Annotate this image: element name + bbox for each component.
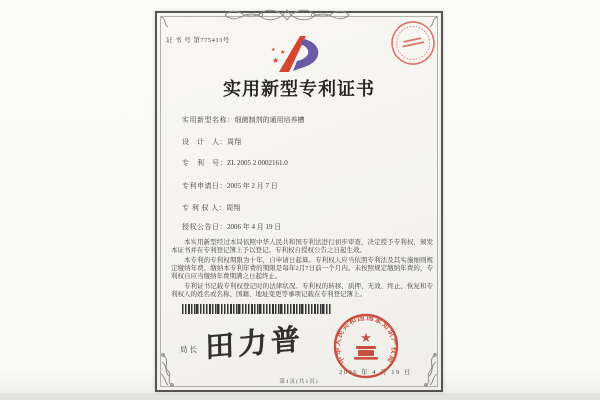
field-patent-number [182,158,288,168]
svg-text:★: ★ [281,66,286,71]
field-value: 2006 年 4 月 19 日 [227,223,282,231]
top-left-corner-ornament [159,15,171,29]
field-grant-date [182,222,281,232]
svg-text:★: ★ [271,48,276,53]
body-paragraph-3: 专利证书记载专利权登记时的法律状况。专利权的转移、质押、无效、终止、恢复和专利权人的姓名或名称、国籍、地址变更等事项记载在专利登记簿上。 [171,283,433,298]
field-label: 专利申请日： [182,182,227,190]
field-label: 专 利 权 人： [182,204,227,212]
seal-emblem-icon [354,346,378,360]
body-paragraph-1: 本实用新型经过本局依照中华人民共和国专利法进行初步审查，决定授予专利权，颁发本证书并在专利登记簿上予以登记。专利权自授权公告之日起生效。 [171,239,433,254]
legal-body-text [171,239,433,301]
field-value: 细菌制剂的通用培养槽 [234,116,305,124]
body-paragraph-2: 本专利的专利权期限为十年，自申请日起算。专利权人应当依照专利法及其实施细则规定缴纳年费。缴纳本专利年费的期限是每年2月7日前一个月内。未按照规定缴纳年费的，专利权自应当缴纳年费期满之日起终止。 [171,257,433,280]
page-number-note: 第1页(共1页) [279,379,319,385]
field-designer [182,137,241,147]
field-utility-model-name [182,115,305,125]
field-filing-date [182,181,278,191]
field-label: 授权公告日： [182,223,227,231]
director-label: 局长 [180,345,199,354]
agency-round-seal-icon [385,15,442,72]
field-label: 设 计 人： [182,138,227,146]
seal-date: 2006 年 4 月 19 日 [339,369,412,376]
field-value: 周翔 [227,138,241,146]
certificate-number-label: 证 书 号 [166,37,192,44]
director-signature: 田力普 [204,323,305,365]
svg-text:★: ★ [280,50,286,56]
seal-star-icon: ★ [360,330,372,345]
field-value: 2005 年 2 月 7 日 [227,182,278,190]
patent-certificate [155,11,443,392]
certificate-barcode [182,304,332,314]
field-patentee [182,203,240,213]
state-ip-office-seal-icon [332,312,400,380]
patent-office-logo-icon [269,35,327,73]
certificate-title: 实用新型专利证书 [223,79,375,99]
field-value: ZL 2005 2 0002161.0 [227,159,288,167]
field-value: 周翔 [226,204,241,212]
photo-bottom-edge [0,393,600,400]
svg-text:★: ★ [272,56,280,65]
seal-ring-text: 中华人民共和国国家知识产权局 [333,313,399,365]
field-label: 专 利 号： [182,159,227,167]
certificate-number-value: 第775413号 [193,37,230,44]
top-border-crest-ornament [223,8,351,22]
certificate-number-line [166,35,230,44]
field-label: 实用新型名称： [182,116,235,124]
